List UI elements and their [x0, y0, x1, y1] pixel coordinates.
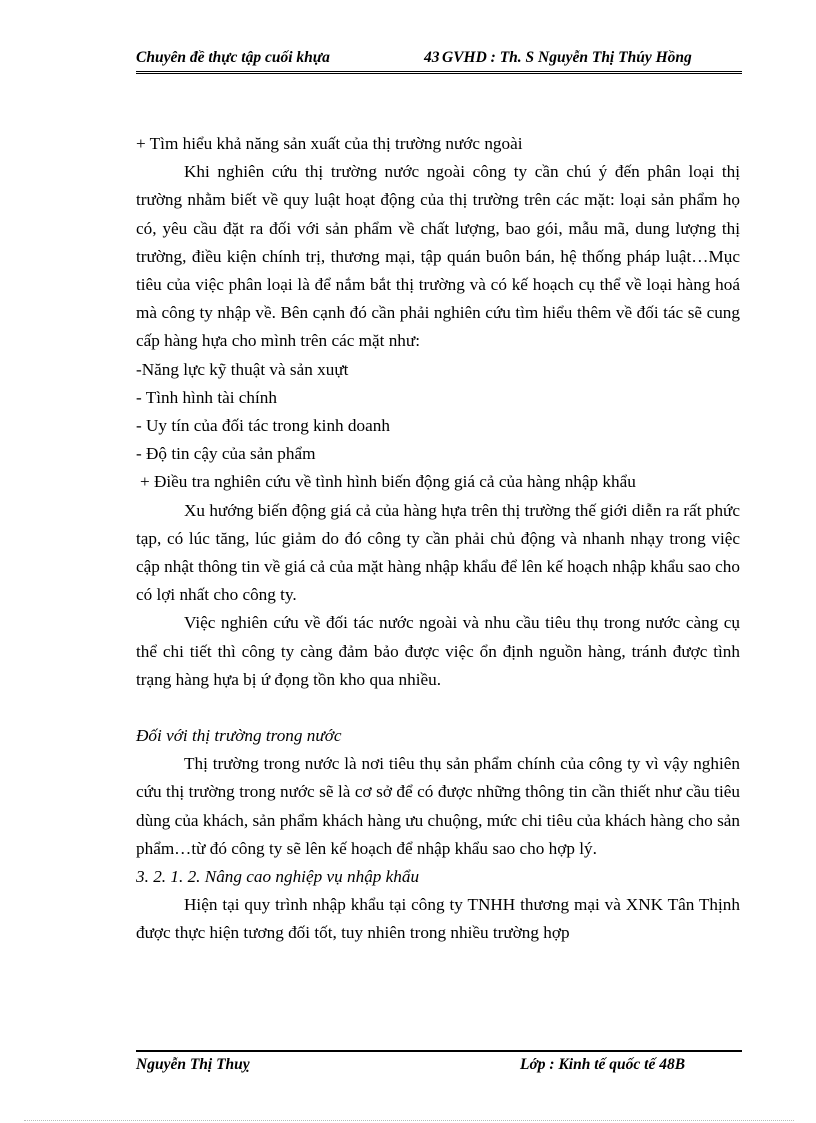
- paragraph-price-survey: + Điều tra nghiên cứu về tình hình biến động giá cả của hàng nhập khẩu: [140, 472, 636, 492]
- page-number: 43: [424, 49, 440, 66]
- header-title: Chuyên đề thực tập cuối khựa: [136, 49, 330, 66]
- paragraph-import-process: Hiện tại quy trình nhập khẩu tại công ty TNHH thương mại và XNK Tân Thịnh được thực hiện tương đối tốt, tuy nhiên trong nhiều trường hợp: [136, 895, 740, 943]
- list-item: - Uy tín của đối tác trong kinh doanh: [136, 416, 390, 436]
- list-item: -Năng lực kỹ thuật và sản xuựt: [136, 359, 349, 379]
- paragraph-market-production: + Tìm hiểu khả năng sản xuất của thị trường nước ngoài: [136, 134, 523, 153]
- footer-class: Lớp : Kinh tế quốc tế 48B: [520, 1056, 686, 1073]
- paragraph-price-trend: Xu hướng biến động giá cả của hàng hựa trên thị trường thế giới diễn ra rất phức tạp, có lúc tăng, lúc giảm do đó công ty cần phải chủ động và nhanh nhạy trong việc cập nhật thông tin về giá cả của mặt hàng nhập khẩu để lên kế hoạch nhập khẩu sao cho có lợi nhất cho công ty.: [136, 500, 740, 605]
- list-item: - Độ tin cậy của sản phẩm: [136, 444, 316, 464]
- header-rule: [136, 71, 742, 74]
- section-heading-import: 3. 2. 1. 2. Nâng cao nghiệp vụ nhập khẩu: [136, 867, 420, 887]
- page-footer: [136, 1056, 742, 1078]
- paragraph-gap: [136, 694, 740, 722]
- document-body: [136, 130, 740, 948]
- footer-rule: [136, 1050, 742, 1052]
- header-supervisor: GVHD : Th. S Nguyễn Thị Thúy Hồng: [442, 49, 692, 66]
- footer-author: Nguyễn Thị Thuỵ: [136, 1056, 250, 1073]
- list-item: - Tình hình tài chính: [136, 387, 277, 407]
- paragraph-partner-research: Việc nghiên cứu về đối tác nước ngoài và nhu cầu tiêu thụ trong nước càng cụ thể chi tiết thì công ty càng đảm bảo được việc ổn định nguồn hàng, tránh được tình trạng hàng hựa bị ứ đọng tồn kho qua nhiều.: [136, 613, 740, 689]
- paragraph-foreign-market: Khi nghiên cứu thị trường nước ngoài công ty cần chú ý đến phân loại thị trường nhằm biết về quy luật hoạt động của thị trường trên các mặt: loại sản phẩm họ có, yêu cầu đặt ra đối với sản phẩm về chất lượng, bao gói, mẫu mã, dung lượng thị trường, điều kiện chính trị, thương mại, tập quán buôn bán, hệ thống pháp luật…Mục tiêu của việc phân loại là để nắm bắt thị trường và có kế hoạch cụ thể về loại hàng hoá mà công ty nhập về. Bên cạnh đó cần phải nghiên cứu tìm hiểu thêm về đối tác sẽ cung cấp hàng hựa cho mình trên các mặt như:: [136, 162, 740, 351]
- paragraph-domestic-market: Thị trường trong nước là nơi tiêu thụ sản phẩm chính của công ty vì vậy nghiên cứu thị trường trong nước sẽ là cơ sở để có được những thông tin cần thiết như cầu tiêu dùng của khách, sản phẩm khách hàng ưu chuộng, mức chi tiêu của khách hàng cho sản phẩm…từ đó công ty sẽ lên kế hoạch để nhập khẩu sao cho hợp lý.: [136, 754, 740, 858]
- page-header: [136, 47, 742, 71]
- page-break-line: [24, 1120, 794, 1121]
- section-heading-domestic: Đối với thị trường trong nước: [136, 726, 342, 746]
